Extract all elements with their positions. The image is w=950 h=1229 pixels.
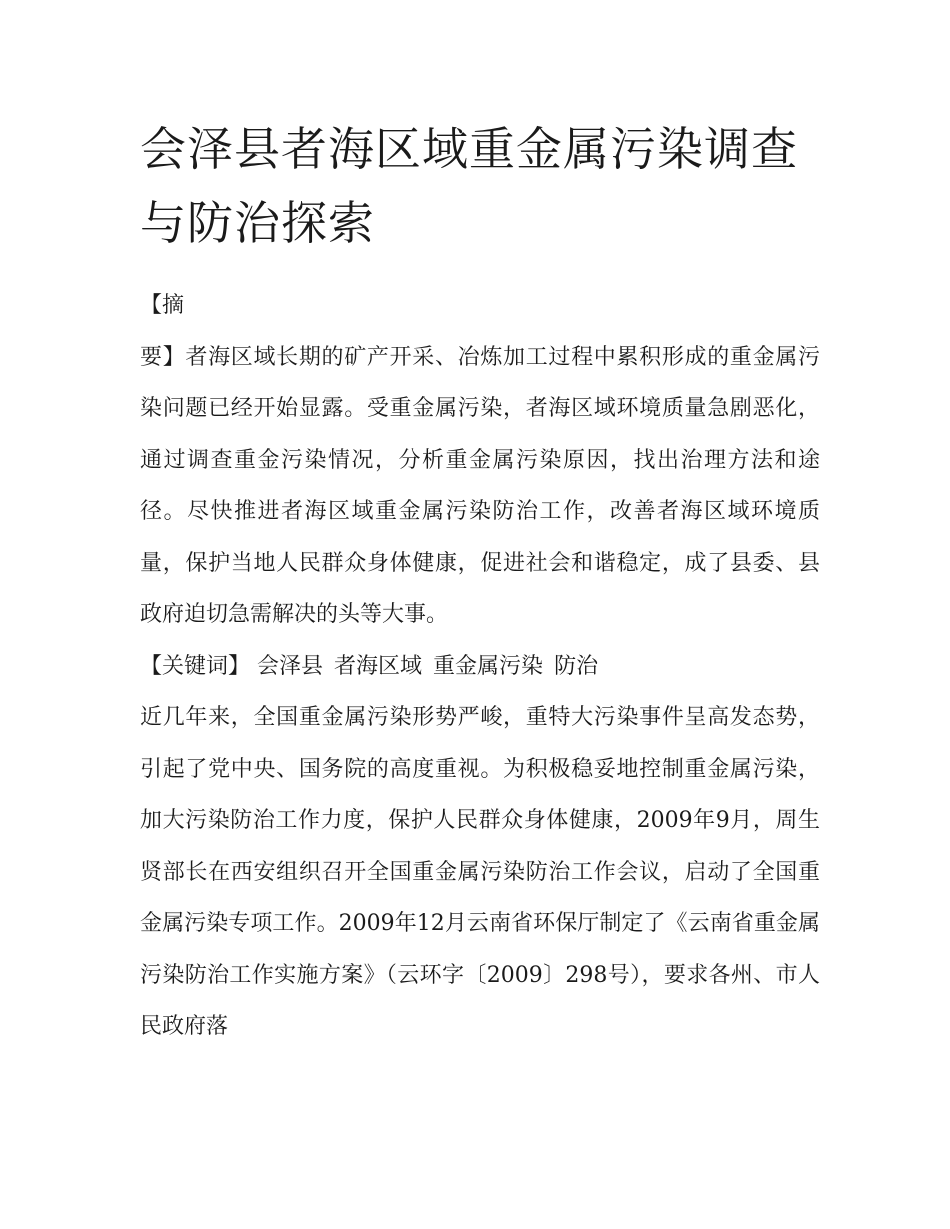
keyword-item: 防治 xyxy=(554,653,599,679)
document-title: 会泽县者海区域重金属污染调查与防治探索 xyxy=(140,122,798,250)
keyword-item: 重金属污染 xyxy=(433,653,544,679)
abstract-label-part2: 要】 xyxy=(140,344,186,370)
keywords-label: 【关键词】 xyxy=(140,653,251,679)
abstract-paragraph xyxy=(140,280,820,641)
keyword-item: 会泽县 xyxy=(257,653,324,679)
keyword-item: 者海区域 xyxy=(334,653,423,679)
body-paragraph: 近几年来，全国重金属污染形势严峻，重特大污染事件呈高发态势，引起了党中央、国务院的高度重视。为积极稳妥地控制重金属污染，加大污染防治工作力度，保护人民群众身体健康，2009年9月，周生贤部长在西安组织召开全国重金属污染防治工作会议，启动了全国重金属污染专项工作。2009年12月云南省环保厅制定了《云南省重金属污染防治工作实施方案》（云环字〔2009〕298号），要求各州、市人民政府落 xyxy=(140,705,820,1039)
document-body xyxy=(140,280,820,1053)
abstract-text: 者海区域长期的矿产开采、冶炼加工过程中累积形成的重金属污染问题已经开始显露。受重金属污染，者海区域环境质量急剧恶化，通过调查重金污染情况，分析重金属污染原因，找出治理方法和途径。尽快推进者海区域重金属污染防治工作，改善者海区域环境质量，保护当地人民群众身体健康，促进社会和谐稳定，成了县委、县政府迫切急需解决的头等大事。 xyxy=(140,344,820,627)
abstract-label-part1: 【摘 xyxy=(140,293,185,318)
keywords-line xyxy=(140,641,820,693)
